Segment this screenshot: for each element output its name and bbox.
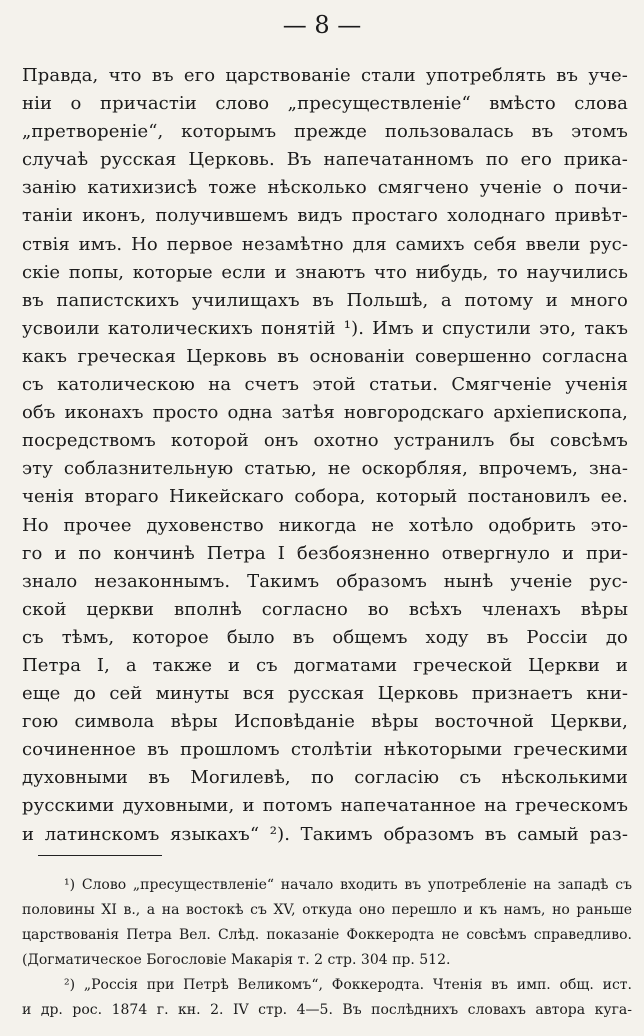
text-line: объ иконахъ просто одна затѣя новгородскаго архіепископа,: [22, 402, 628, 424]
page-number: — 8 —: [282, 11, 362, 39]
text-line: ствія имъ. Но первое незамѣтно для самихъ себя ввели рус-: [22, 233, 628, 255]
text-line: въ папистскихъ училищахъ въ Польшѣ, а потому и много: [22, 289, 628, 311]
text-line: ской церкви вполнѣ согласно во всѣхъ членахъ вѣры: [22, 598, 628, 620]
text-line: го и по кончинѣ Петра I безбоязненно отвергнуло и при-: [22, 542, 628, 564]
text-line: какъ греческая Церковь въ основаніи совершенно согласна: [22, 345, 628, 367]
text-line: ченія втораго Никейскаго собора, который постановилъ ее.: [22, 486, 628, 508]
text-line: посредствомъ которой онъ охотно устранилъ бы совсѣмъ: [22, 430, 628, 452]
text-line: духовными въ Могилевѣ, по согласію съ нѣсколькими: [22, 767, 628, 789]
text-line: съ католическою на счетъ этой статьи. Смягченіе ученія: [22, 374, 628, 396]
footnote-2: [22, 973, 632, 1023]
text-line: съ тѣмъ, которое было въ общемъ ходу въ Россіи до: [22, 626, 628, 648]
text-line: Правда, что въ его царствованіе стали употреблять въ уче-: [22, 65, 628, 86]
text-line: таніи иконъ, получившемъ видъ простаго холоднаго привѣт-: [22, 205, 628, 227]
footnote-line: ¹) Слово „пресуществленіе“ начало входить въ употребленіе на западѣ съ: [64, 877, 632, 893]
text-line: и латинскомъ языкахъ“ ²). Такимъ образомъ въ самый раз-: [22, 823, 628, 845]
text-line: случаѣ русская Церковь. Въ напечатанномъ по его прика-: [22, 149, 628, 171]
text-line: знало незаконнымъ. Такимъ образомъ нынѣ ученіе рус-: [22, 570, 628, 592]
text-line: ніи о причастіи слово „пресуществленіе“ вмѣсто слова: [22, 93, 628, 115]
text-line: скіе попы, которые если и знаютъ что нибудь, то научились: [22, 261, 628, 283]
text-line: усвоили католическихъ понятій ¹). Имъ и спустили это, такъ: [22, 317, 628, 339]
text-line: еще до сей минуты вся русская Церковь признаетъ кни-: [22, 683, 628, 705]
text-line: „претвореніе“, которымъ прежде пользовалась въ этомъ: [22, 121, 628, 143]
main-text: [22, 62, 628, 849]
text-line: русскими духовными, и потомъ напечатанное на греческомъ: [22, 795, 628, 817]
text-line: сочиненное въ прошломъ столѣтіи нѣкоторыми греческими: [22, 739, 628, 761]
footnote-line: царствованія Петра Вел. Слѣд. показаніе Фоккеродта не совсѣмъ справедливо.: [22, 927, 632, 943]
footnote-line: и др. рос. 1874 г. кн. 2. IV стр. 4—5. Въ послѣднихъ словахъ автора куга-: [22, 1002, 632, 1018]
text-line: гою символа вѣры Исповѣданіе вѣры восточной Церкви,: [22, 711, 628, 733]
text-line: Но прочее духовенство никогда не хотѣло одобрить это-: [22, 514, 628, 536]
footnotes: [22, 873, 632, 1023]
text-line: занію катихизисѣ тоже нѣсколько смягчено ученіе о почи-: [22, 177, 628, 199]
footnote-line: половины XI в., а на востокѣ съ XV, откуда оно перешло и къ намъ, но раньше: [22, 902, 632, 918]
footnote-line: (Догматическое Богословіе Макарія т. 2 стр. 304 пр. 512.: [22, 952, 451, 968]
footnote-1: [22, 873, 632, 973]
text-line: эту соблазнительную статью, не оскорбляя, впрочемъ, зна-: [22, 458, 628, 480]
footnote-line: ²) „Россія при Петрѣ Великомъ“, Фоккеродта. Чтенія въ имп. общ. ист.: [64, 977, 632, 993]
text-line: Петра I, а также и съ догматами греческой Церкви и: [22, 654, 628, 676]
footnote-divider: [38, 855, 162, 856]
